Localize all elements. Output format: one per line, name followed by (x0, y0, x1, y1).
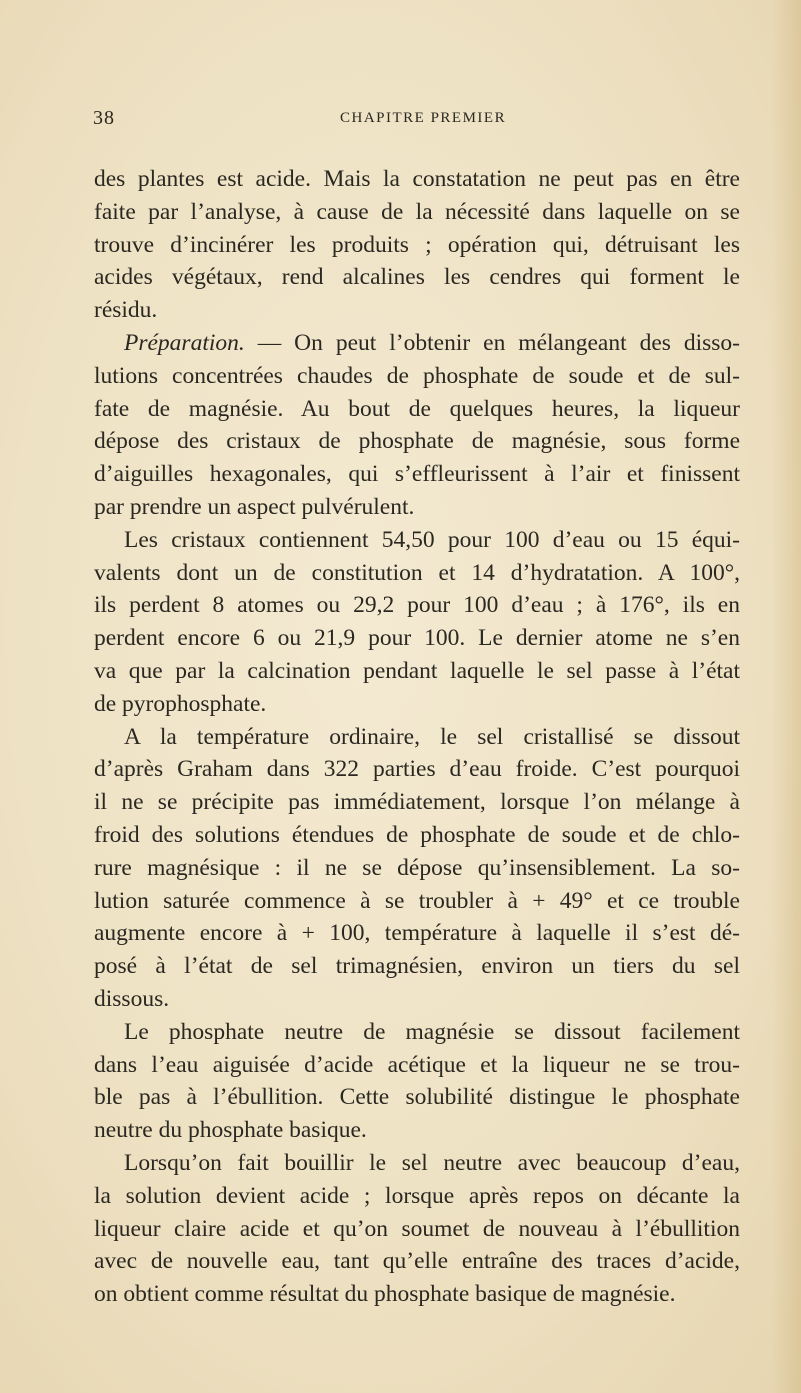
text-line-content: lutions concentrées chaudes de phosphate de soude et de sul- (94, 362, 740, 389)
text-line (94, 163, 740, 196)
text-line (94, 983, 740, 1016)
text-line-content: avec de nouvelle eau, tant qu’elle entraîne des traces d’acide, (94, 1248, 740, 1275)
text-line-content: faite par l’analyse, à cause de la nécessité dans laquelle on se (94, 198, 740, 225)
text-line (94, 688, 740, 721)
text-line (94, 294, 740, 327)
text-line (94, 196, 740, 229)
text-line-content: dissous. (94, 985, 170, 1012)
text-line-content: lution saturée commence à se troubler à + 49° et ce trouble (94, 887, 740, 914)
text-line-content: dans l’eau aiguisée d’acide acétique et la liqueur ne se trou- (94, 1051, 740, 1078)
text-line-content: Le phosphate neutre de magnésie se dissout facilement (124, 1018, 740, 1045)
text-line (94, 753, 740, 786)
text-line (94, 1114, 740, 1147)
text-line-content: A la température ordinaire, le sel cristallisé se dissout (124, 723, 740, 750)
text-line-content: dépose des cristaux de phosphate de magnésie, sous forme (94, 428, 740, 455)
text-line-content: il ne se précipite pas immédiatement, lorsque l’on mélange à (94, 789, 740, 816)
text-line (94, 1147, 740, 1180)
text-line-content: rure magnésique : il ne se dépose qu’insensiblement. La so- (94, 854, 740, 881)
text-line (94, 491, 740, 524)
text-line-content: froid des solutions étendues de phosphate de soude et de chlo- (94, 821, 740, 848)
page-number: 38 (93, 107, 115, 129)
text-line (94, 622, 740, 655)
running-title: CHAPITRE PREMIER (340, 110, 507, 126)
text-line (94, 524, 740, 557)
text-line (94, 917, 740, 950)
text-line-content: — On peut l’obtenir en mélangeant des disso- (244, 329, 740, 356)
text-line (94, 458, 740, 491)
text-line (94, 950, 740, 983)
text-line (94, 360, 740, 393)
text-line (94, 229, 740, 262)
text-line (94, 425, 740, 458)
text-line-content: résidu. (94, 297, 158, 324)
text-line-content: va que par la calcination pendant laquelle le sel passe à l’état (94, 657, 740, 684)
text-line (94, 721, 740, 754)
text-line-content: par prendre un aspect pulvérulent. (94, 493, 415, 520)
text-line-content: liqueur claire acide et qu’on soumet de nouveau à l’ébullition (94, 1215, 740, 1242)
text-line (94, 261, 740, 294)
text-line-content: Les cristaux contiennent 54,50 pour 100 d’eau ou 15 équi- (124, 526, 740, 553)
text-line (94, 819, 740, 852)
text-line-content: augmente encore à + 100, température à laquelle il s’est dé- (94, 920, 740, 947)
text-line-content: posé à l’état de sel trimagnésien, environ un tiers du sel (94, 953, 740, 980)
text-line-content: d’aiguilles hexagonales, qui s’effleurissent à l’air et finissent (94, 461, 740, 488)
text-line (94, 1081, 740, 1114)
text-line (94, 1278, 740, 1311)
text-line (94, 1016, 740, 1049)
text-line (94, 393, 740, 426)
text-line-content: Lorsqu’on fait bouillir le sel neutre avec beaucoup d’eau, (124, 1149, 740, 1176)
page-edge-stain (771, 0, 801, 1393)
text-line-content: la solution devient acide ; lorsque après repos on décante la (94, 1182, 740, 1209)
text-line-content: trouve d’incinérer les produits ; opération qui, détruisant les (94, 231, 740, 258)
text-line-content: de pyrophosphate. (94, 690, 267, 717)
text-line-content: ils perdent 8 atomes ou 29,2 pour 100 d’eau ; à 176°, ils en (94, 592, 740, 619)
text-line-content: acides végétaux, rend alcalines les cendres qui forment le (94, 264, 740, 291)
text-line-content: ble pas à l’ébullition. Cette solubilité distingue le phosphate (94, 1084, 740, 1111)
text-line (94, 589, 740, 622)
body-text (94, 163, 740, 1311)
text-line (94, 1180, 740, 1213)
text-line (94, 1049, 740, 1082)
text-line-content: des plantes est acide. Mais la constatation ne peut pas en être (94, 166, 740, 192)
text-line (94, 852, 740, 885)
text-line-content: fate de magnésie. Au bout de quelques heures, la liqueur (94, 395, 740, 422)
text-line-content: perdent encore 6 ou 21,9 pour 100. Le dernier atome ne s’en (94, 625, 740, 652)
text-line (94, 1213, 740, 1246)
text-line (94, 786, 740, 819)
text-line (94, 327, 740, 360)
text-line (94, 655, 740, 688)
section-heading-italic: Préparation. (124, 329, 245, 356)
text-line-content: neutre du phosphate basique. (94, 1117, 367, 1144)
text-line-content: d’après Graham dans 322 parties d’eau froide. C’est pourquoi (94, 756, 740, 783)
text-line (94, 885, 740, 918)
text-line-content: valents dont un de constitution et 14 d’hydratation. A 100°, (94, 559, 740, 586)
text-line (94, 1245, 740, 1278)
text-line (94, 557, 740, 590)
text-line-content: on obtient comme résultat du phosphate basique de magnésie. (94, 1281, 676, 1308)
